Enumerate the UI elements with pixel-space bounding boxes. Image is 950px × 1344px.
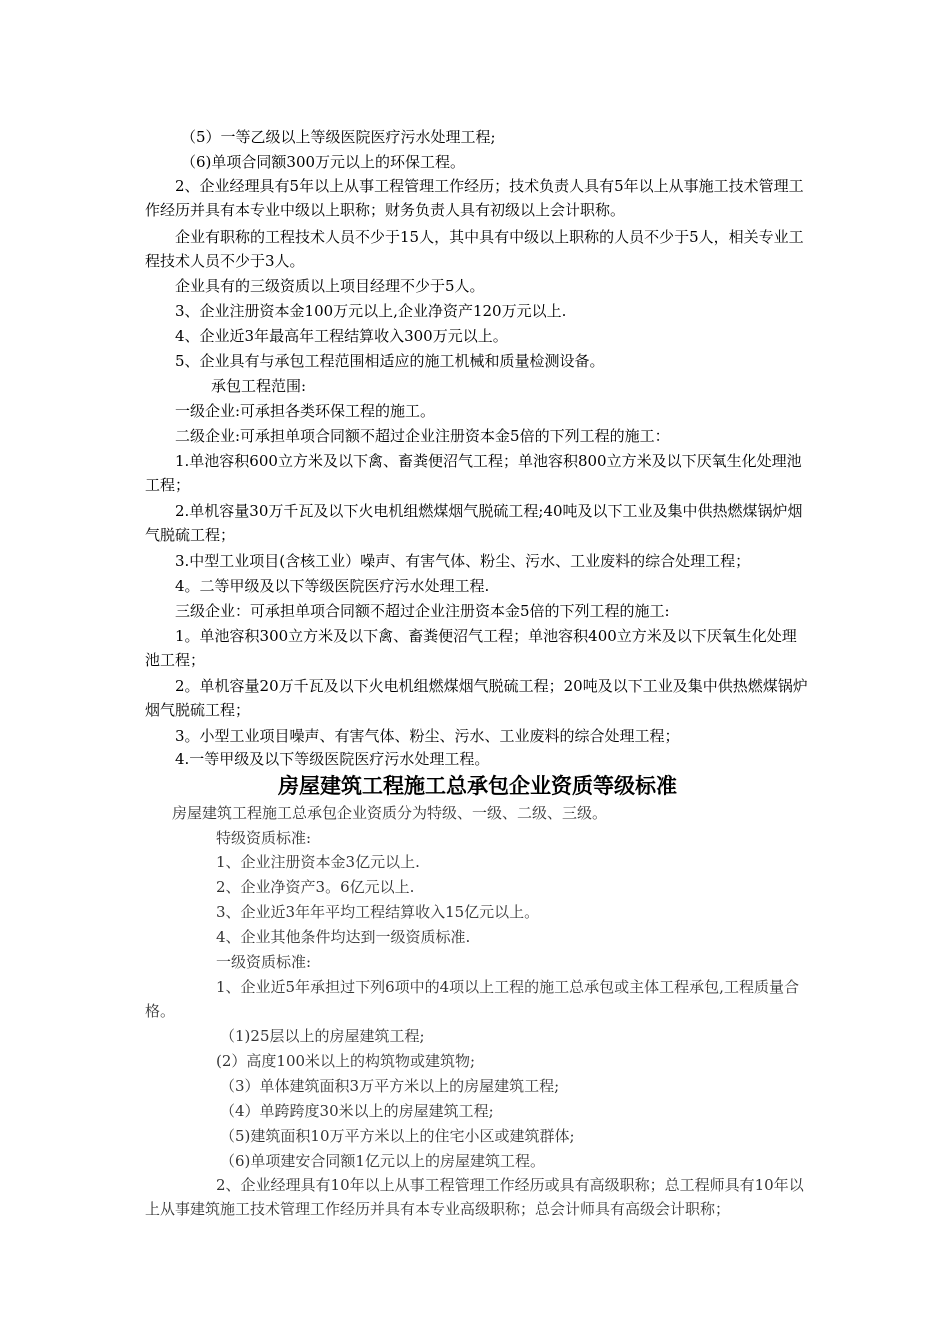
paragraph: （5)建筑面积10万平方米以上的住宅小区或建筑群体;: [220, 1127, 575, 1145]
paragraph: 2。单机容量20万千瓦及以下火电机组燃煤烟气脱硫工程；20吨及以下工业及集中供热燃煤锅炉烟气脱硫工程；: [145, 677, 808, 719]
paragraph: 二级企业:可承担单项合同额不超过企业注册资本金5倍的下列工程的施工：: [175, 427, 670, 445]
paragraph: （6)单项建安合同额1亿元以上的房屋建筑工程。: [220, 1152, 545, 1170]
paragraph: 3、企业注册资本金100万元以上,企业净资产120万元以上.: [175, 302, 567, 320]
paragraph: 三级企业：可承担单项合同额不超过企业注册资本金5倍的下列工程的施工:: [175, 602, 670, 620]
paragraph: (2）高度100米以上的构筑物或建筑物;: [216, 1052, 476, 1070]
paragraph: 2、企业经理具有10年以上从事工程管理工作经历或具有高级职称；总工程师具有10年以上从事建筑施工技术管理工作经历并具有本专业高级职称；总会计师具有高级会计职称；: [145, 1176, 804, 1218]
paragraph: 3。小型工业项目噪声、有害气体、粉尘、污水、工业废料的综合处理工程；: [175, 727, 680, 745]
paragraph: 5、企业具有与承包工程范围相适应的施工机械和质量检测设备。: [175, 352, 605, 370]
paragraph: 2、企业净资产3。6亿元以上.: [216, 878, 415, 896]
paragraph: 房屋建筑工程施工总承包企业资质分为特级、一级、二级、三级。: [172, 804, 608, 822]
paragraph: 企业有职称的工程技术人员不少于15人，其中具有中级以上职称的人员不少于5人，相关专业工程技术人员不少于3人。: [145, 228, 804, 270]
paragraph: 承包工程范围:: [211, 377, 307, 395]
paragraph: 3、企业近3年年平均工程结算收入15亿元以上。: [216, 903, 540, 921]
paragraph: 1、企业近5年承担过下列6项中的4项以上工程的施工总承包或主体工程承包,工程质量合格。: [145, 978, 799, 1020]
paragraph: 4。二等甲级及以下等级医院医疗污水处理工程.: [175, 577, 490, 595]
paragraph: 一级资质标准:: [216, 953, 312, 971]
paragraph: 4、企业近3年最高年工程结算收入300万元以上。: [175, 327, 508, 345]
paragraph: （5）一等乙级以上等级医院医疗污水处理工程;: [181, 128, 496, 146]
paragraph: 一级企业:可承担各类环保工程的施工。: [175, 402, 436, 420]
paragraph: 1、企业注册资本金3亿元以上.: [216, 853, 420, 871]
paragraph: （3）单体建筑面积3万平方米以上的房屋建筑工程;: [220, 1077, 560, 1095]
paragraph: 2.单机容量30万千瓦及以下火电机组燃煤烟气脱硫工程;40吨及以下工业及集中供热燃煤锅炉烟气脱硫工程；: [145, 502, 803, 544]
paragraph: 企业具有的三级资质以上项目经理不少于5人。: [175, 277, 485, 295]
paragraph: 2、企业经理具有5年以上从事工程管理工作经历；技术负责人具有5年以上从事施工技术管理工作经历并具有本专业中级以上职称；财务负责人具有初级以上会计职称。: [145, 177, 804, 219]
paragraph: 1。单池容积300立方米及以下禽、畜粪便沼气工程；单池容积400立方米及以下厌氧生化处理池工程；: [145, 627, 797, 669]
paragraph: 3.中型工业项目(含核工业）噪声、有害气体、粉尘、污水、工业废料的综合处理工程；: [175, 552, 751, 570]
paragraph: （1)25层以上的房屋建筑工程;: [220, 1027, 425, 1045]
paragraph: （4）单跨跨度30米以上的房屋建筑工程;: [220, 1102, 494, 1120]
paragraph: 4.一等甲级及以下等级医院医疗污水处理工程。: [175, 750, 490, 768]
paragraph: （6)单项合同额300万元以上的环保工程。: [181, 153, 466, 171]
paragraph: 4、企业其他条件均达到一级资质标准.: [216, 928, 471, 946]
section-title: 房屋建筑工程施工总承包企业资质等级标准: [278, 774, 677, 798]
paragraph: 特级资质标准:: [216, 829, 312, 847]
paragraph: 1.单池容积600立方米及以下禽、畜粪便沼气工程；单池容积800立方米及以下厌氧生化处理池工程；: [145, 452, 802, 494]
